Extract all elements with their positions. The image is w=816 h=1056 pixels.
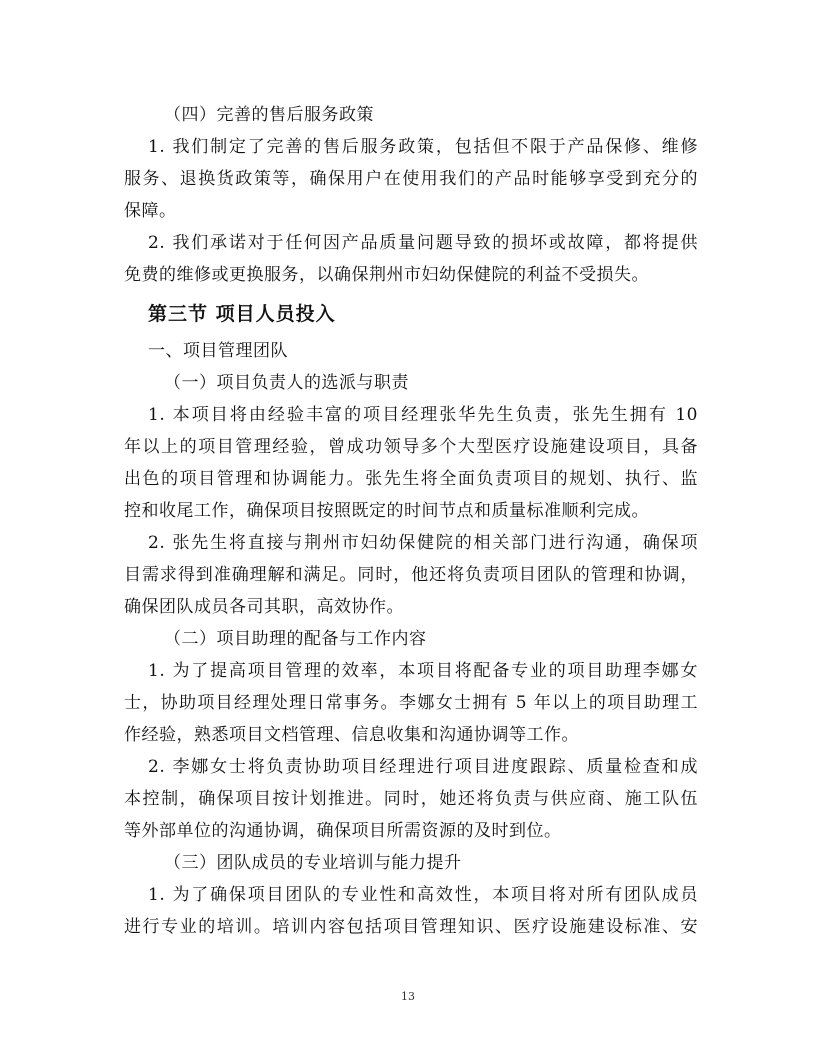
paragraph-line: 作经验，熟悉项目文档管理、信息收集和沟通协调等工作。 [124, 725, 579, 745]
subsection-heading-training: （三）团队成员的专业培训与能力提升 [164, 853, 462, 873]
paragraph-line: 2. 李娜女士将负责协助项目经理进行项目进度跟踪、质量检查和成 [148, 757, 698, 777]
paragraph-line: 本控制，确保项目按计划推进。同时，她还将负责与供应商、施工队伍 [124, 789, 698, 809]
subsection-heading-project-assistant: （二）项目助理的配备与工作内容 [164, 629, 427, 649]
section-title: 第三节 项目人员投入 [148, 303, 336, 325]
paragraph-line: 1. 为了确保项目团队的专业性和高效性，本项目将对所有团队成员 [148, 885, 698, 905]
paragraph-line: 确保团队成员各司其职，高效协作。 [124, 597, 404, 617]
part-heading: 一、项目管理团队 [148, 341, 288, 361]
paragraph-line: 保障。 [124, 201, 177, 221]
paragraph-line: 年以上的项目管理经验，曾成功领导多个大型医疗设施建设项目，具备 [124, 437, 698, 457]
paragraph-line: 服务、退换货政策等，确保用户在使用我们的产品时能够享受到充分的 [124, 169, 698, 189]
paragraph-line: 免费的维修或更换服务，以确保荆州市妇幼保健院的利益不受损失。 [124, 265, 649, 285]
page-number: 13 [401, 990, 415, 1003]
paragraph-line: 控和收尾工作，确保项目按照既定的时间节点和质量标准顺利完成。 [124, 501, 649, 521]
paragraph-line: 士，协助项目经理处理日常事务。李娜女士拥有 5 年以上的项目助理工 [124, 693, 698, 713]
paragraph-line: 等外部单位的沟通协调，确保项目所需资源的及时到位。 [124, 821, 562, 841]
paragraph-line: 目需求得到准确理解和满足。同时，他还将负责项目团队的管理和协调， [124, 565, 698, 585]
paragraph-line: 1. 本项目将由经验丰富的项目经理张华先生负责，张先生拥有 10 [148, 405, 698, 425]
paragraph-line: 进行专业的培训。培训内容包括项目管理知识、医疗设施建设标准、安 [124, 917, 698, 937]
paragraph-line: 2. 我们承诺对于任何因产品质量问题导致的损坏或故障，都将提供 [148, 233, 698, 253]
paragraph-line: 1. 为了提高项目管理的效率，本项目将配备专业的项目助理李娜女 [148, 661, 698, 681]
subsection-heading-after-sales: （四）完善的售后服务政策 [164, 105, 374, 125]
paragraph-line: 2. 张先生将直接与荆州市妇幼保健院的相关部门进行沟通，确保项 [148, 533, 698, 553]
paragraph-line: 出色的项目管理和协调能力。张先生将全面负责项目的规划、执行、监 [124, 469, 698, 489]
paragraph-line: 1. 我们制定了完善的售后服务政策，包括但不限于产品保修、维修 [148, 137, 698, 157]
subsection-heading-project-lead: （一）项目负责人的选派与职责 [164, 373, 409, 393]
